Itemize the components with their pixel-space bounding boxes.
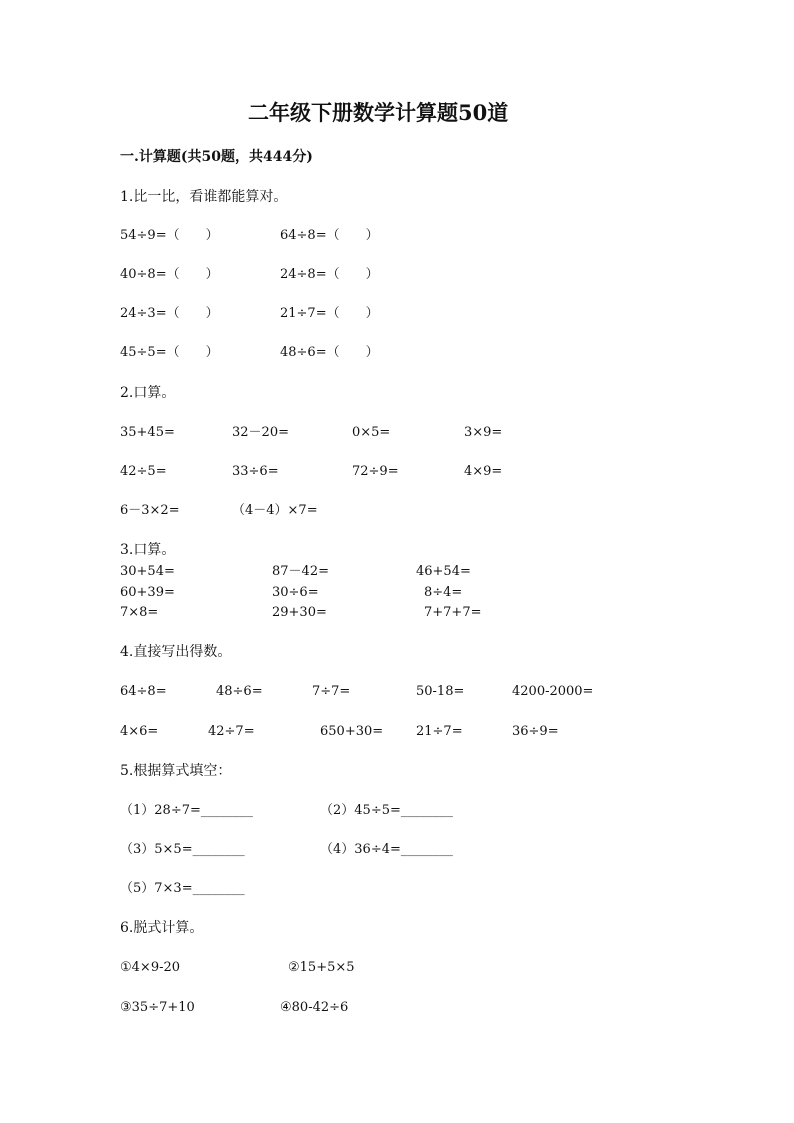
- q4-item: 21÷7=: [416, 724, 463, 739]
- q4-item: 64÷8=: [120, 684, 167, 699]
- question-6-label: 6.脱式计算。: [120, 920, 204, 936]
- question-3-label: 3.口算。: [120, 542, 176, 558]
- q5-item: （4）36÷4=________: [320, 842, 453, 857]
- q1-item: 24÷8=（ ）: [280, 267, 379, 282]
- worksheet-title: 二年级下册数学计算题50道: [248, 100, 509, 125]
- q4-item: 4×6=: [120, 724, 159, 739]
- q6-item: ①4×9-20: [120, 960, 181, 975]
- q2-item: 72÷9=: [352, 464, 399, 479]
- q5-item: （3）5×5=________: [120, 842, 245, 857]
- q5-item: （5）7×3=________: [120, 881, 245, 896]
- q2-item: 3×9=: [464, 425, 503, 440]
- q2-item: 35+45=: [120, 425, 175, 440]
- q3-item: 30+54=: [120, 564, 175, 579]
- q2-item: （4－4）×7=: [232, 503, 318, 518]
- q3-item: 87－42=: [272, 564, 329, 579]
- q6-item: ④80-42÷6: [280, 1000, 349, 1015]
- q4-item: 36÷9=: [512, 724, 559, 739]
- question-2-label: 2.口算。: [120, 385, 176, 401]
- q2-item: 33÷6=: [232, 464, 279, 479]
- q4-item: 50-18=: [416, 684, 465, 699]
- q4-item: 4200-2000=: [512, 684, 594, 699]
- question-1-label: 1.比一比，看谁都能算对。: [120, 189, 288, 205]
- q2-item: 42÷5=: [120, 464, 167, 479]
- q6-item: ③35÷7+10: [120, 1000, 195, 1015]
- q4-item: 42÷7=: [208, 724, 255, 739]
- q3-item: 30÷6=: [272, 585, 319, 600]
- question-5-label: 5.根据算式填空：: [120, 763, 232, 779]
- q2-item: 4×9=: [464, 464, 503, 479]
- q3-item: 60+39=: [120, 585, 175, 600]
- q5-item: （1）28÷7=________: [120, 803, 253, 818]
- q1-item: 64÷8=（ ）: [280, 228, 379, 243]
- q1-item: 24÷3=（ ）: [120, 306, 219, 321]
- q5-item: （2）45÷5=________: [320, 803, 453, 818]
- q3-item: 8÷4=: [424, 585, 463, 600]
- q3-item: 29+30=: [272, 605, 327, 620]
- q4-item: 7÷7=: [312, 684, 351, 699]
- q3-item: 7+7+7=: [424, 605, 482, 620]
- q2-item: 6－3×2=: [120, 503, 180, 518]
- q6-item: ②15+5×5: [288, 960, 355, 975]
- section-heading: 一.计算题(共50题，共444分): [120, 149, 313, 165]
- q4-item: 650+30=: [320, 724, 384, 739]
- question-4-label: 4.直接写出得数。: [120, 644, 232, 660]
- q1-item: 48÷6=（ ）: [280, 345, 379, 360]
- q1-item: 21÷7=（ ）: [280, 306, 379, 321]
- q2-item: 32－20=: [232, 425, 289, 440]
- q1-item: 40÷8=（ ）: [120, 267, 219, 282]
- q3-item: 7×8=: [120, 605, 159, 620]
- q1-item: 54÷9=（ ）: [120, 228, 219, 243]
- q1-item: 45÷5=（ ）: [120, 345, 219, 360]
- q2-item: 0×5=: [352, 425, 391, 440]
- q3-item: 46+54=: [416, 564, 471, 579]
- q4-item: 48÷6=: [216, 684, 263, 699]
